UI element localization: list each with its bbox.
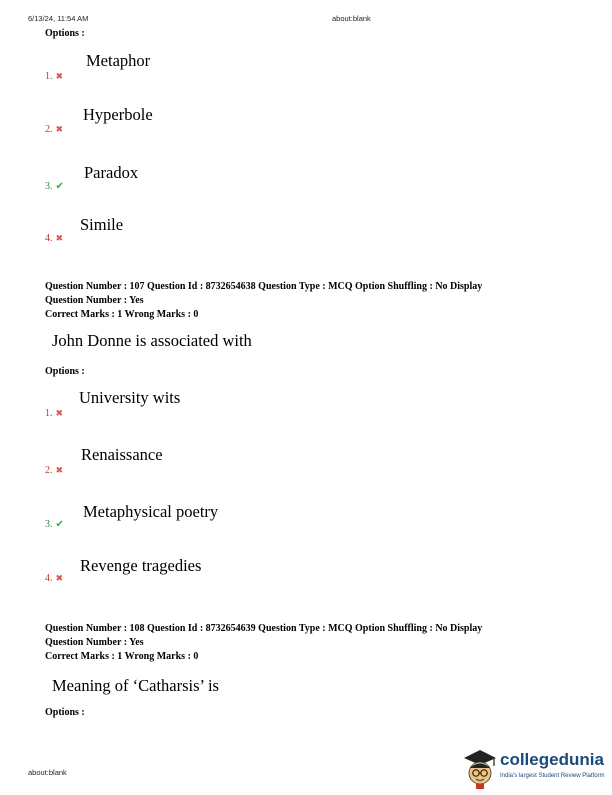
option-text: Metaphysical poetry bbox=[83, 502, 219, 521]
option-number: 4. ✖ bbox=[45, 233, 64, 244]
question-text: John Donne is associated with bbox=[52, 331, 252, 350]
option-number: 1. ✖ bbox=[45, 408, 64, 419]
correct-check-icon: ✔ bbox=[55, 519, 64, 530]
correct-check-icon: ✔ bbox=[55, 181, 64, 192]
option-number: 3. ✔ bbox=[45, 519, 64, 530]
option-text: Metaphor bbox=[86, 51, 151, 70]
question-marks: Correct Marks : 1 Wrong Marks : 0 bbox=[45, 651, 199, 662]
options-label: Options : bbox=[45, 707, 85, 718]
question-meta: Question Number : 108 Question Id : 8732654639 Question Type : MCQ Option Shuffling : No Display bbox=[45, 623, 483, 634]
wrong-cross-icon: ✖ bbox=[55, 125, 64, 135]
option-number: 1. ✖ bbox=[45, 71, 64, 82]
option-number: 2. ✖ bbox=[45, 124, 64, 135]
collegedunia-logo bbox=[460, 746, 612, 790]
print-datetime: 6/13/24, 11:54 AM bbox=[28, 14, 89, 23]
wrong-cross-icon: ✖ bbox=[55, 234, 64, 244]
option-number: 2. ✖ bbox=[45, 465, 64, 476]
question-marks: Correct Marks : 1 Wrong Marks : 0 bbox=[45, 309, 199, 320]
student-mascot-icon bbox=[460, 746, 500, 790]
options-label: Options : bbox=[45, 366, 85, 377]
option-text: Renaissance bbox=[81, 445, 163, 464]
question-meta: Question Number : Yes bbox=[45, 295, 144, 306]
wrong-cross-icon: ✖ bbox=[55, 574, 64, 584]
option-text: Revenge tragedies bbox=[80, 556, 202, 575]
option-text: University wits bbox=[79, 388, 181, 407]
question-meta: Question Number : Yes bbox=[45, 637, 144, 648]
wrong-cross-icon: ✖ bbox=[55, 72, 64, 82]
question-meta: Question Number : 107 Question Id : 8732654638 Question Type : MCQ Option Shuffling : No Display bbox=[45, 281, 483, 292]
wrong-cross-icon: ✖ bbox=[55, 409, 64, 419]
option-number: 3. ✔ bbox=[45, 181, 64, 192]
option-text: Simile bbox=[80, 215, 124, 234]
wrong-cross-icon: ✖ bbox=[55, 466, 64, 476]
option-text: Hyperbole bbox=[83, 105, 153, 124]
print-url: about:blank bbox=[332, 14, 371, 23]
logo-tagline: India's largest Student Review Platform bbox=[500, 773, 605, 779]
question-text: Meaning of ‘Catharsis’ is bbox=[52, 676, 219, 695]
footer-url: about:blank bbox=[28, 768, 67, 777]
logo-wordmark: collegedunia bbox=[500, 750, 604, 769]
options-label: Options : bbox=[45, 28, 85, 39]
option-text: Paradox bbox=[84, 163, 139, 182]
option-number: 4. ✖ bbox=[45, 573, 64, 584]
